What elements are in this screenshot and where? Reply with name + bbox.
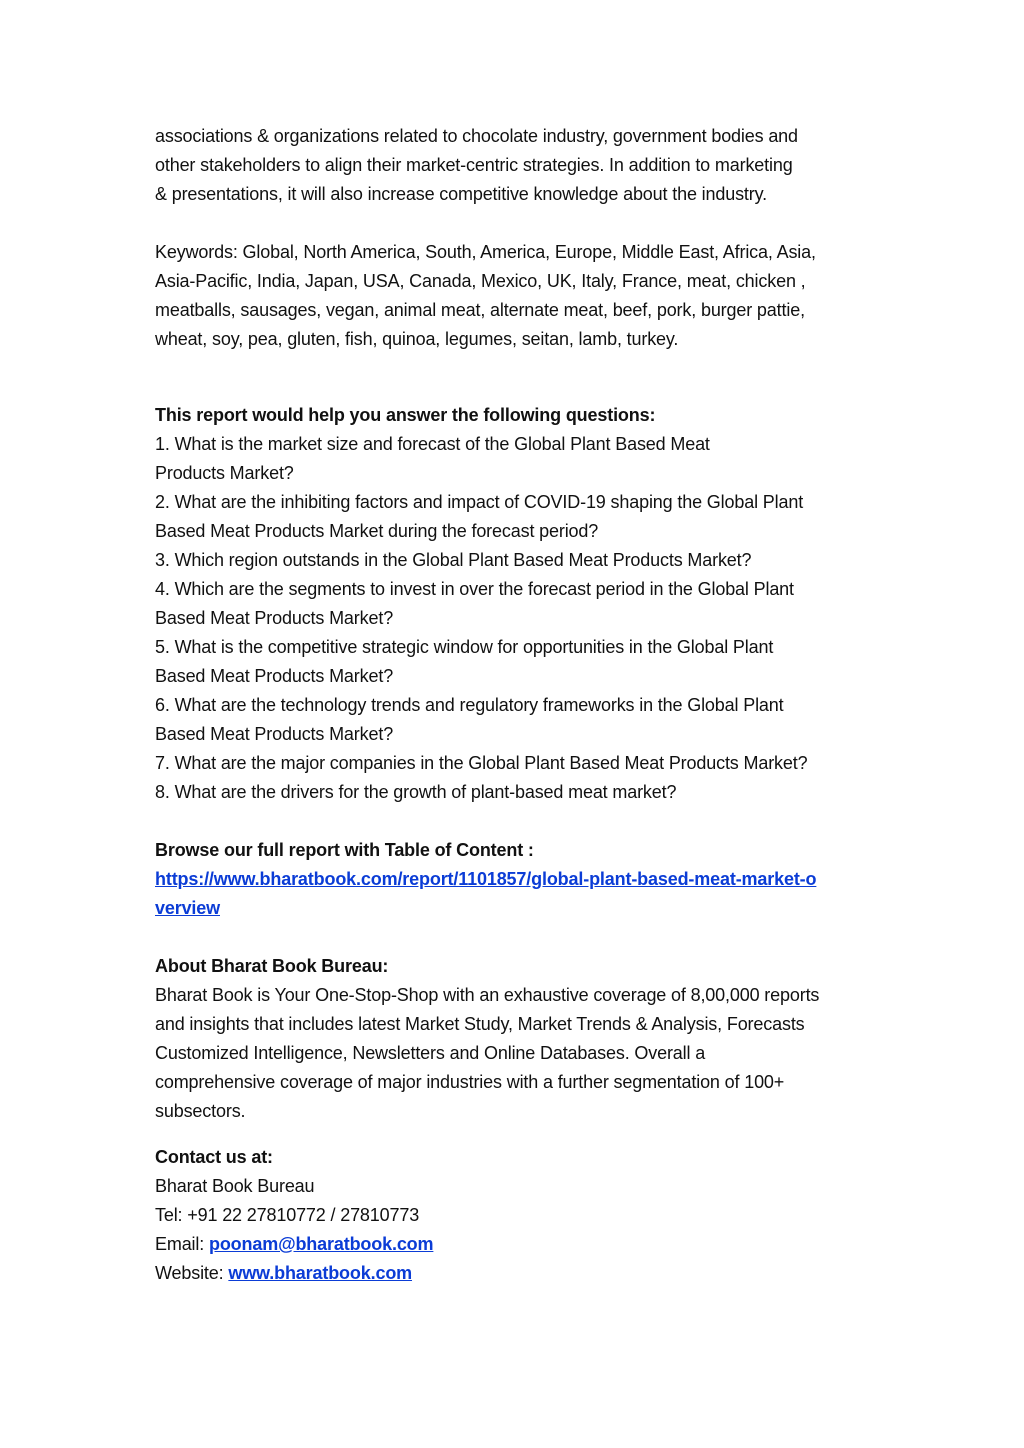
browse-heading: Browse our full report with Table of Content : [155, 840, 534, 860]
website-link[interactable]: www.bharatbook.com [228, 1263, 413, 1283]
keywords-line: meatballs, sausages, vegan, animal meat, alternate meat, beef, pork, burger pattie, [155, 300, 805, 320]
keywords-line: Keywords: Global, North America, South, America, Europe, Middle East, Africa, Asia, [155, 242, 816, 262]
browse-section [155, 836, 875, 923]
question-line: Based Meat Products Market? [155, 724, 394, 744]
about-line: comprehensive coverage of major industries with a further segmentation of 100+ [155, 1072, 785, 1092]
contact-company: Bharat Book Bureau [155, 1176, 315, 1196]
question-line: Based Meat Products Market during the forecast period? [155, 521, 599, 541]
question-line: 1. What is the market size and forecast of the Global Plant Based Meat [155, 434, 710, 454]
about-line: Customized Intelligence, Newsletters and Online Databases. Overall a [155, 1043, 706, 1063]
contact-website-row [155, 1259, 875, 1288]
question-line: 8. What are the drivers for the growth of plant-based meat market? [155, 782, 677, 802]
keywords-paragraph [155, 238, 875, 354]
about-line: Bharat Book is Your One-Stop-Shop with an exhaustive coverage of 8,00,000 reports [155, 985, 820, 1005]
email-link[interactable]: poonam@bharatbook.com [208, 1234, 434, 1254]
keywords-line: wheat, soy, pea, gluten, fish, quinoa, legumes, seitan, lamb, turkey. [155, 329, 679, 349]
about-heading: About Bharat Book Bureau: [155, 956, 389, 976]
question-line: 7. What are the major companies in the Global Plant Based Meat Products Market? [155, 753, 808, 773]
email-label: Email: [155, 1234, 209, 1254]
questions-heading: This report would help you answer the following questions: [155, 405, 656, 425]
question-line: 5. What is the competitive strategic window for opportunities in the Global Plant [155, 637, 774, 657]
question-line: Products Market? [155, 463, 294, 483]
about-line: subsectors. [155, 1101, 246, 1121]
intro-paragraph [155, 122, 875, 209]
question-line: Based Meat Products Market? [155, 666, 394, 686]
contact-heading: Contact us at: [155, 1147, 273, 1167]
intro-line: & presentations, it will also increase competitive knowledge about the industry. [155, 184, 767, 204]
contact-tel: Tel: +91 22 27810772 / 27810773 [155, 1205, 420, 1225]
contact-section [155, 1143, 875, 1288]
document-page [155, 122, 875, 1288]
about-section [155, 952, 875, 1126]
intro-line: associations & organizations related to chocolate industry, government bodies and [155, 126, 798, 146]
question-line: Based Meat Products Market? [155, 608, 394, 628]
question-line: 2. What are the inhibiting factors and impact of COVID-19 shaping the Global Plant [155, 492, 804, 512]
report-link-continuation[interactable]: verview [155, 898, 220, 918]
contact-email-row [155, 1230, 875, 1259]
about-line: and insights that includes latest Market Study, Market Trends & Analysis, Forecasts [155, 1014, 805, 1034]
question-line: 6. What are the technology trends and regulatory frameworks in the Global Plant [155, 695, 784, 715]
website-label: Website: [155, 1263, 229, 1283]
question-line: 4. Which are the segments to invest in over the forecast period in the Global Plant [155, 579, 794, 599]
question-line: 3. Which region outstands in the Global Plant Based Meat Products Market? [155, 550, 752, 570]
questions-section [155, 401, 875, 807]
intro-line: other stakeholders to align their market-centric strategies. In addition to marketing [155, 155, 793, 175]
report-link[interactable]: https://www.bharatbook.com/report/1101857/global-plant-based-meat-market-o [155, 869, 817, 889]
keywords-line: Asia-Pacific, India, Japan, USA, Canada, Mexico, UK, Italy, France, meat, chicken , [155, 271, 806, 291]
